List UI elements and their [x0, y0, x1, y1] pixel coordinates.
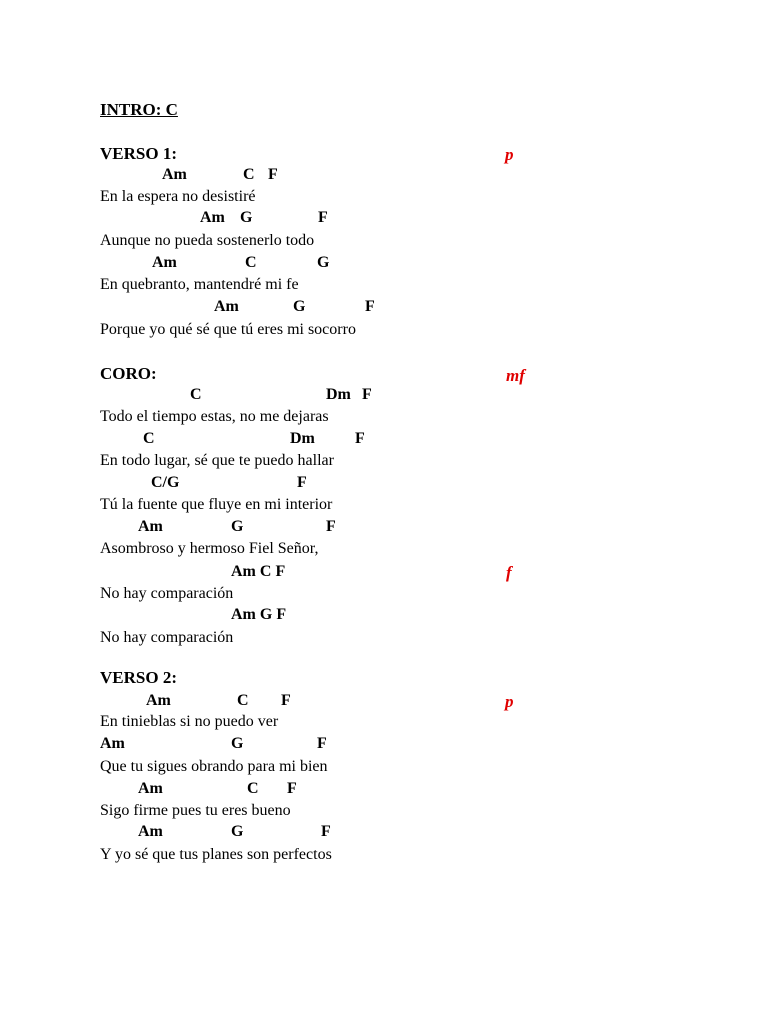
chord: Am C F — [231, 563, 286, 580]
chord: F — [365, 298, 375, 315]
lyric-line: No hay comparación — [100, 629, 234, 646]
verse2-dynamic: p — [505, 692, 514, 711]
chord: C — [190, 386, 202, 403]
chord: G — [231, 823, 244, 840]
chord: F — [287, 780, 297, 797]
chord: G — [293, 298, 306, 315]
chord: C — [143, 430, 155, 447]
chord: Am — [200, 209, 225, 226]
chord: F — [317, 735, 327, 752]
lyric-line: En la espera no desistiré — [100, 188, 256, 205]
lyric-line: Y yo sé que tus planes son perfectos — [100, 846, 332, 863]
chord: F — [318, 209, 328, 226]
chord: Am — [152, 254, 177, 271]
verse1-dynamic: p — [505, 145, 514, 164]
chord: Dm — [326, 386, 351, 403]
chord: C — [247, 780, 259, 797]
chord: G — [231, 518, 244, 535]
lyric-line: No hay comparación — [100, 585, 234, 602]
chord: C — [245, 254, 257, 271]
chorus-dynamic: mf — [506, 366, 525, 385]
chord: Am — [138, 518, 163, 535]
lyric-line: En tinieblas si no puedo ver — [100, 713, 279, 730]
chord: Am — [146, 692, 171, 709]
chord: F — [355, 430, 365, 447]
intro-heading: INTRO: C — [100, 100, 178, 119]
chord: F — [362, 386, 372, 403]
chord: G — [231, 735, 244, 752]
chord: C/G — [151, 474, 180, 491]
chord: F — [321, 823, 331, 840]
lyric-line: En quebranto, mantendré mi fe — [100, 276, 299, 293]
chord: Am — [162, 166, 187, 183]
chord: Am — [138, 780, 163, 797]
chord: Am — [138, 823, 163, 840]
chord: Am G F — [231, 606, 287, 623]
lyric-line: Aunque no pueda sostenerlo todo — [100, 232, 315, 249]
chord: C — [237, 692, 249, 709]
lyric-line: Sigo firme pues tu eres bueno — [100, 802, 291, 819]
chord: G — [240, 209, 253, 226]
chorus-heading: CORO: — [100, 364, 157, 383]
chord: F — [268, 166, 278, 183]
chorus-dynamic-forte: f — [506, 563, 512, 582]
lyric-line: Porque yo qué sé que tú eres mi socorro — [100, 321, 356, 338]
chord: C — [243, 166, 255, 183]
lyric-line: Todo el tiempo estas, no me dejaras — [100, 408, 329, 425]
chord: Dm — [290, 430, 315, 447]
chord: Am — [214, 298, 239, 315]
verse1-heading: VERSO 1: — [100, 144, 177, 163]
verse2-heading: VERSO 2: — [100, 668, 177, 687]
chord: G — [317, 254, 330, 271]
chord: Am — [100, 735, 125, 752]
lyric-line: Asombroso y hermoso Fiel Señor, — [100, 540, 319, 557]
chord: F — [326, 518, 336, 535]
chord: F — [281, 692, 291, 709]
chord: F — [297, 474, 307, 491]
lyric-line: En todo lugar, sé que te puedo hallar — [100, 452, 334, 469]
lyric-line: Tú la fuente que fluye en mi interior — [100, 496, 333, 513]
lyric-line: Que tu sigues obrando para mi bien — [100, 758, 328, 775]
